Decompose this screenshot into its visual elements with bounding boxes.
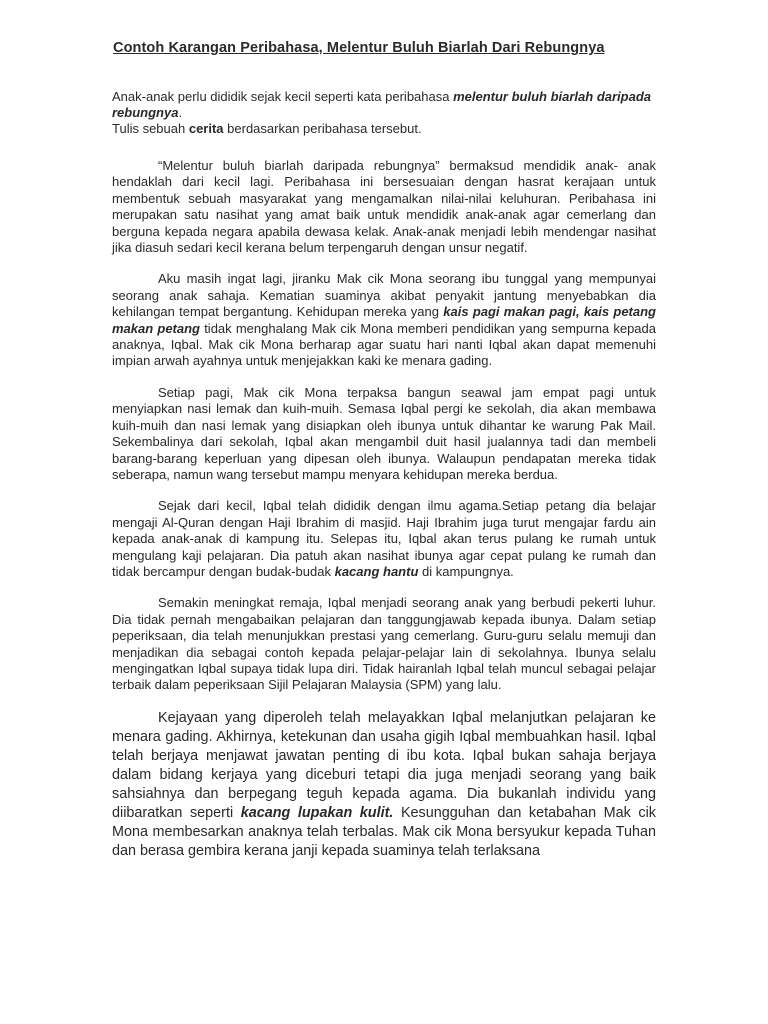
paragraph-6-proverb: kacang lupakan kulit. (240, 804, 394, 821)
intro-line-2-text: Tulis sebuah (112, 121, 189, 136)
paragraph-4 (112, 498, 656, 580)
intro-line-2-end: berdasarkan peribahasa tersebut. (223, 121, 422, 136)
document-title: Contoh Karangan Peribahasa, Melentur Buluh Biarlah Dari Rebungnya (113, 40, 605, 56)
paragraph-2-proverb: kais pagi makan pagi, kais petang makan petang (112, 304, 656, 336)
paragraph-5: Semakin meningkat remaja, Iqbal menjadi seorang anak yang berbudi pekerti luhur. Dia tidak pernah mengabaikan pelajaran dan tanggungjawab kepada ibunya. Dalam setiap peperiksaan, dia telah menunjukkan prestasi yang cemerlang. Guru-guru selalu memuji dan menjadikan dia sebagai contoh kepada pelajar-pelajar lain di sekolahnya. Ibunya selalu mengingatkan Iqbal supaya tidak lupa diri. Tidak hairanlah Iqbal telah muncul sebagai pelajar terbaik dalam peperiksaan Sijil Pelajaran Malaysia (SPM) yang lalu. (112, 595, 656, 693)
intro-line-2 (112, 121, 656, 137)
paragraph-2-text-b: tidak menghalang Mak cik Mona memberi pendidikan yang sempurna kepada anaknya, Iqbal. Mak cik Mona berharap agar suatu hari nanti Iqbal akan dapat memenuhi impian arwah ayahnya untuk menjejakkan kaki ke menara gading. (112, 320, 656, 369)
paragraph-3: Setiap pagi, Mak cik Mona terpaksa bangun seawal jam empat pagi untuk menyiapkan nasi lemak dan kuih-muih. Semasa Iqbal pergi ke sekolah, dia akan membawa kuih-muih dan nasi lemak yang disiapkan oleh ibunya untuk dihantar ke warung Pak Mail. Sekembalinya dari sekolah, Iqbal akan mengambil duit hasil jualannya tadi dan membeli barang-barang keperluan yang dipesan oleh ibunya. Walaupun pendapatan mereka tidak seberapa, namun wang tersebut mampu menyara kehidupan mereka berdua. (112, 384, 656, 482)
intro-proverb: melentur buluh biarlah daripada rebungnya (112, 89, 652, 120)
intro-line-1-end: . (178, 105, 183, 120)
paragraph-6-text-b: Kesungguhan dan ketabahan Mak cik Mona membesarkan anaknya telah terbalas. Mak cik Mona bersyukur kepada Tuhan dan berasa gembira kerana janji kepada suaminya telah terlaksana (112, 804, 656, 859)
intro-keyword: cerita (188, 121, 224, 136)
paragraph-6 (112, 709, 656, 861)
intro-block (112, 89, 656, 137)
paragraph-2 (112, 271, 656, 369)
paragraph-4-text-b: di kampungnya. (418, 563, 514, 579)
intro-line-1 (112, 89, 656, 121)
paragraph-1: “Melentur buluh biarlah daripada rebungnya” bermaksud mendidik anak- anak hendaklah dari kecil lagi. Peribahasa ini bersesuaian dengan hasrat kerajaan untuk membentuk sebuah masyarakat yang mengamalkan nilai-nilai keluhuran. Peribahasa ini merupakan satu nasihat yang amat baik untuk mendidik anak-anak agar cemerlang dan berguna kepada negara apabila dewasa kelak. Anak-anak menjadi lebih mendengar nasihat jika diasuh sedari kecil kerana belum terpengaruh dengan unsur negatif. (112, 158, 656, 256)
intro-line-1-text: Anak-anak perlu dididik sejak kecil seperti kata peribahasa (112, 89, 454, 104)
paragraph-4-proverb: kacang hantu (334, 563, 419, 579)
paragraph-6-text-a: Kejayaan yang diperoleh telah melayakkan Iqbal melanjutkan pelajaran ke menara gading. Akhirnya, ketekunan dan usaha gigih Iqbal membuahkan hasil. Iqbal telah berjaya menjawat jawatan penting di ibu kota. Iqbal bukan sahaja berjaya dalam bidang kerjaya yang diceburi tetapi dia juga menjadi seorang yang baik sahsiahnya dan berpegang teguh kepada agama. Dia bukanlah individu yang diibaratkan seperti (112, 709, 656, 821)
paragraph-4-text-a: Sejak dari kecil, Iqbal telah dididik dengan ilmu agama.Setiap petang dia belajar mengaji Al-Quran dengan Haji Ibrahim di masjid. Haji Ibrahim juga turut mengajar fardu ain kepada anak-anak di kampung itu. Selepas itu, Iqbal akan terus pulang ke rumah untuk mengulang kaji pelajaran. Dia patuh akan nasihat ibunya agar cepat pulang ke rumah dan tidak bercampur dengan budak-budak (112, 498, 656, 579)
paragraph-2-text-a: Aku masih ingat lagi, jiranku Mak cik Mona seorang ibu tunggal yang mempunyai seorang anak sahaja. Kematian suaminya akibat penyakit jantung menyebabkan dia kehilangan tempat bergantung. Kehidupan mereka yang (112, 271, 656, 320)
